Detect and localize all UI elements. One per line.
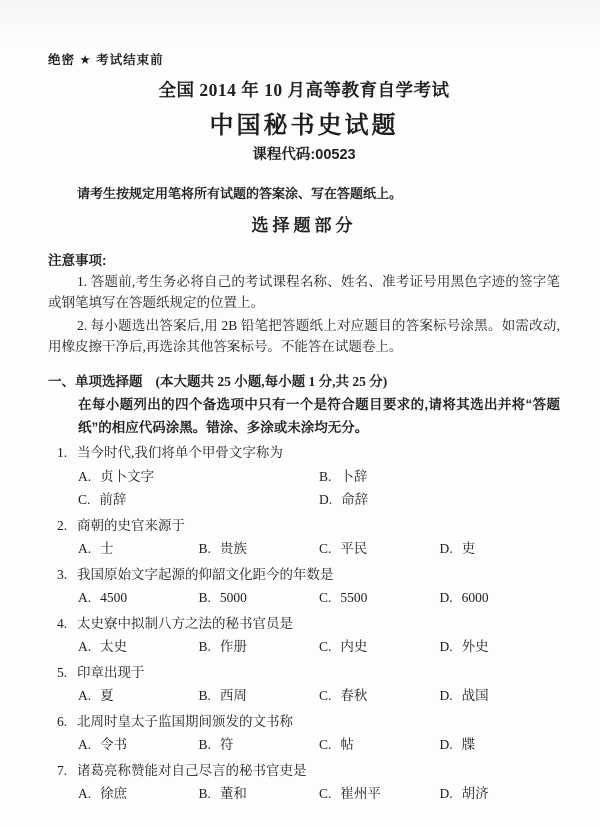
question-stem-row xyxy=(48,711,560,734)
option-item-a xyxy=(78,635,199,659)
question-stem-row xyxy=(48,442,560,465)
note-item-2: 2. 每小题选出答案后,用 2B 铅笔把答题纸上对应题目的答案标号涂黑。如需改动,用橡皮擦干净后,再选涂其他答案标号。不能答在试题卷上。 xyxy=(48,318,560,354)
question-item-3 xyxy=(48,564,560,610)
option-text: 西周 xyxy=(219,688,247,703)
exam-session-title: 全国 2014 年 10 月高等教育自学考试 xyxy=(158,80,450,100)
option-text: 崔州平 xyxy=(340,786,381,801)
option-item-c xyxy=(319,733,440,757)
question-item-6 xyxy=(48,711,560,757)
question-number: 1. xyxy=(57,445,68,460)
option-item-c xyxy=(319,537,440,561)
paper-title: 中国秘书史试题 xyxy=(209,112,399,139)
option-item-d xyxy=(440,537,561,561)
option-text: 卜辞 xyxy=(340,468,368,484)
options-grid xyxy=(48,684,560,708)
option-text: 贵族 xyxy=(219,541,247,556)
option-label: D. xyxy=(439,639,453,654)
option-text: 战国 xyxy=(461,688,489,703)
option-text: 牒 xyxy=(461,737,476,752)
option-label: C. xyxy=(319,541,332,556)
question-stem: 商朝的史官来源于 xyxy=(77,517,185,533)
question-stem: 印章出现于 xyxy=(77,664,145,680)
option-item-b xyxy=(319,465,560,489)
question-item-1 xyxy=(48,442,560,512)
question-number: 7. xyxy=(57,762,68,778)
option-text: 令书 xyxy=(100,737,128,752)
option-label: B. xyxy=(198,639,211,654)
option-label: C. xyxy=(319,737,332,752)
course-code: 课程代码:00523 xyxy=(252,147,356,163)
option-text: 5500 xyxy=(340,590,368,605)
option-text: 太史 xyxy=(100,639,128,654)
option-label: B. xyxy=(198,688,211,703)
option-text: 徐庶 xyxy=(100,786,128,801)
option-text: 外史 xyxy=(461,639,489,654)
question-item-4 xyxy=(48,613,560,659)
question-number: 6. xyxy=(57,713,68,729)
option-text: 吏 xyxy=(461,541,476,556)
option-item-d xyxy=(440,733,561,757)
option-item-a xyxy=(78,782,199,806)
option-label: D. xyxy=(439,590,453,605)
option-item-c xyxy=(319,684,440,708)
option-label: D. xyxy=(439,541,453,556)
option-text: 春秋 xyxy=(340,688,368,703)
option-text: 夏 xyxy=(100,688,114,703)
options-grid xyxy=(48,586,560,610)
option-label: C. xyxy=(319,639,332,654)
option-text: 帖 xyxy=(340,737,354,752)
question-stem: 我国原始文字起源的仰韶文化距今的年数是 xyxy=(77,566,334,582)
security-label: 绝密 ★ 考试结束前 xyxy=(48,53,164,67)
option-item-b xyxy=(199,537,320,561)
question-stem: 北周时皇太子监国期间颁发的文书称 xyxy=(77,713,293,729)
option-item-a xyxy=(78,537,199,561)
option-label: B. xyxy=(319,468,332,484)
options-grid xyxy=(48,782,560,806)
question-item-7 xyxy=(48,760,560,806)
question-number: 2. xyxy=(57,517,68,533)
option-item-c xyxy=(319,586,440,610)
question-stem: 当今时代,我们将单个甲骨文字称为 xyxy=(77,445,283,460)
option-item-a xyxy=(78,684,199,708)
question-stem-row xyxy=(48,662,560,685)
option-item-a xyxy=(78,586,199,610)
option-item-c xyxy=(319,635,440,659)
question-number: 4. xyxy=(57,615,68,631)
option-text: 董和 xyxy=(219,786,247,801)
options-grid xyxy=(48,537,560,561)
question-number: 3. xyxy=(57,566,68,582)
option-text: 胡济 xyxy=(461,786,489,801)
option-text: 贞卜文字 xyxy=(100,468,155,484)
option-label: A. xyxy=(78,639,92,654)
question-stem-row xyxy=(48,564,560,587)
question-item-5 xyxy=(48,662,560,708)
option-label: D. xyxy=(439,737,453,752)
part-heading-note: (本大题共 25 小题,每小题 1 分,共 25 分) xyxy=(155,374,388,389)
answer-instruction: 请考生按规定用笔将所有试题的答案涂、写在答题纸上。 xyxy=(77,186,403,201)
option-item-c xyxy=(78,488,319,512)
part-instructions: 在每小题列出的四个备选项中只有一个是符合题目要求的,请将其选出并将“答题纸”的相应代码涂黑。错涂、多涂或未涂均无分。 xyxy=(78,397,560,435)
question-stem: 诸葛亮称赞能对自己尽言的秘书官吏是 xyxy=(77,762,307,778)
option-label: A. xyxy=(78,541,92,556)
option-item-b xyxy=(199,733,320,757)
part-heading-label: 一、单项选择题 xyxy=(48,374,143,389)
option-text: 4500 xyxy=(100,590,128,605)
section-header: 选择题部分 xyxy=(251,216,357,235)
option-label: C. xyxy=(78,492,91,507)
option-item-d xyxy=(440,684,561,708)
question-item-2 xyxy=(48,515,560,561)
question-stem: 太史寮中拟制八方之法的秘书官员是 xyxy=(77,615,293,631)
option-text: 5000 xyxy=(219,590,247,605)
options-grid xyxy=(48,465,560,512)
option-item-c xyxy=(319,782,440,806)
option-text: 符 xyxy=(219,737,234,752)
option-label: D. xyxy=(439,688,453,703)
option-label: D. xyxy=(319,492,333,507)
option-item-d xyxy=(440,782,561,806)
option-label: C. xyxy=(319,688,332,703)
option-item-d xyxy=(440,635,561,659)
option-item-a xyxy=(78,733,199,757)
options-grid xyxy=(48,733,560,757)
option-label: C. xyxy=(319,590,332,605)
note-item-1: 1. 答题前,考生务必将自己的考试课程名称、姓名、准考证号用黑色字迹的签字笔或钢笔填写在答题纸规定的位置上。 xyxy=(48,274,560,310)
option-label: A. xyxy=(78,688,92,703)
option-item-b xyxy=(199,586,320,610)
option-item-a xyxy=(78,465,319,489)
option-label: A. xyxy=(78,468,92,484)
option-text: 前辞 xyxy=(99,492,127,507)
options-grid xyxy=(48,635,560,659)
option-item-b xyxy=(199,684,320,708)
option-item-d xyxy=(319,488,560,512)
option-item-b xyxy=(199,782,320,806)
question-number: 5. xyxy=(57,664,68,680)
option-text: 命辞 xyxy=(341,492,369,507)
option-text: 内史 xyxy=(340,639,368,654)
option-text: 士 xyxy=(100,541,114,556)
option-text: 平民 xyxy=(340,541,368,556)
option-label: B. xyxy=(198,737,211,752)
option-item-d xyxy=(440,586,561,610)
option-text: 6000 xyxy=(461,590,489,605)
option-label: B. xyxy=(198,541,211,556)
option-text: 作册 xyxy=(219,639,247,654)
option-label: A. xyxy=(78,786,92,801)
option-label: B. xyxy=(198,786,211,801)
option-item-b xyxy=(199,635,320,659)
option-label: A. xyxy=(78,590,92,605)
option-label: D. xyxy=(439,786,453,801)
option-label: B. xyxy=(198,590,211,605)
question-stem-row xyxy=(48,760,560,783)
part-heading xyxy=(48,370,560,390)
question-stem-row xyxy=(48,613,560,636)
option-label: C. xyxy=(319,786,332,801)
notes-title: 注意事项: xyxy=(48,253,107,268)
question-stem-row xyxy=(48,515,560,538)
option-label: A. xyxy=(78,737,92,752)
